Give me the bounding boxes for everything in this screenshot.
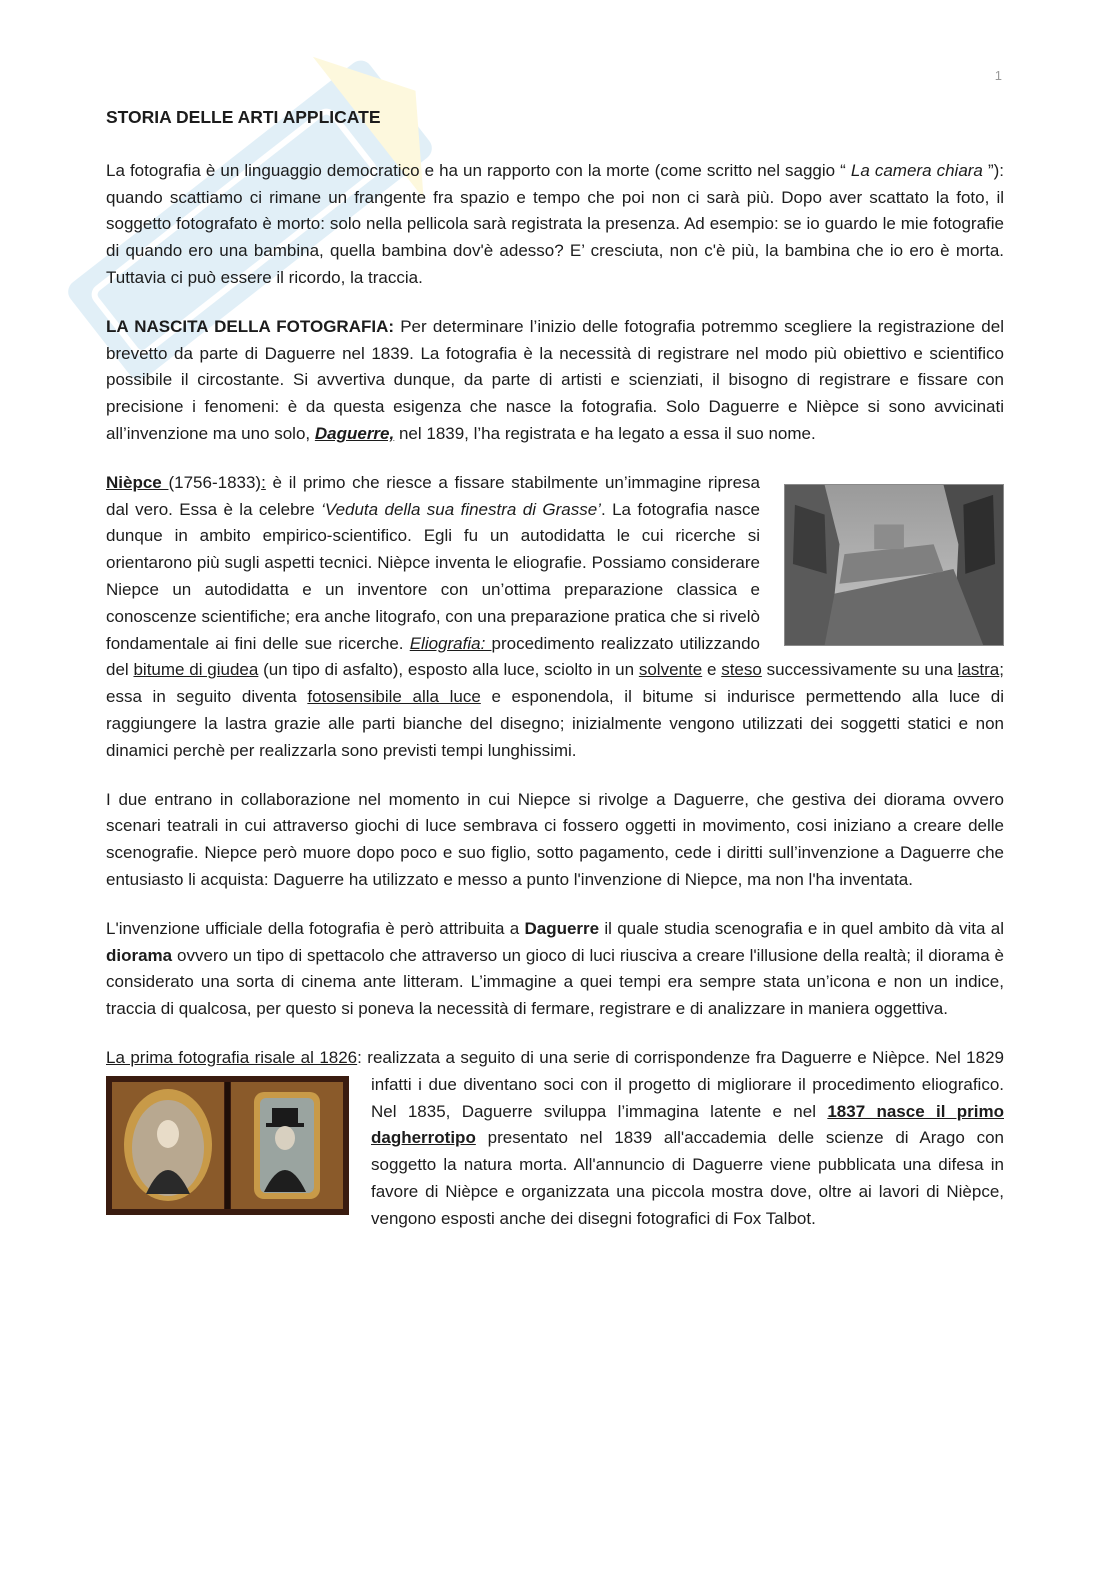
daguerre-bold: Daguerre <box>524 918 600 938</box>
paragraph-intro <box>106 158 1004 292</box>
text: e esponendola, il bitume si indurisce permettendo alla luce di raggiungere la lastra grazie alle parti bianche del disegno; inizialmente vengono utilizzati dei soggetti statici e non dinamici perchè per realizzarla sono previsti tempi lunghissimi. <box>106 687 1005 760</box>
paragraph-nascita <box>106 314 1004 448</box>
eliografia-term: Eliografia: <box>409 633 492 653</box>
text: : realizzata a seguito di una serie di corrispondenze fra Daguerre e Nièpce. Nel 1829 infatti i due diventano soci con il progetto di migliorare il procedimento eliografico. Nel 1835, Daguerre sviluppa l’immagina latente e nel <box>357 1047 1004 1121</box>
text: è il primo che riesce a fissare stabilmente un’immagine ripresa dal vero. Essa è la celebre <box>106 472 760 519</box>
daguerreotype-case-image <box>106 1076 349 1215</box>
dates: (1756-1833) <box>168 472 262 492</box>
text: ; essa in seguito diventa <box>106 660 1004 707</box>
text: ”): quando scattiamo ci rimane un frangente fra spazio e tempo che poi non ci sarà più. Dopo aver scattato la foto, il soggetto fotografato è morto: solo nella pellicola sarà registrata la presenza. Ad esempio: se io guardo le mie fotografie di quando ero una bambina, quella bambina dov'è adesso? E’ cresciuta, non c'è più, la bambina che io ero è morta. Tuttavia ci può essere il ricordo, la traccia. <box>106 160 1004 287</box>
section-heading: LA NASCITA DELLA FOTOGRAFIA: <box>106 316 395 336</box>
prima-fotografia-term: La prima fotografia risale al 1826 <box>106 1047 358 1067</box>
fotosensibile-term: fotosensibile alla luce <box>307 687 481 707</box>
veduta-finestra-image <box>784 484 1004 646</box>
page-title: STORIA DELLE ARTI APPLICATE <box>106 107 381 127</box>
text: Per determinare l’inizio delle fotografia potremmo scegliere la registrazione del brevetto da parte di Daguerre nel 1839. La fotografia è la necessità di registrare nel modo più obiettivo e scientifico possibile il circostante. Si avvertiva dunque, da parte di artisti e scienziati, il bisogno di registrare e fissare con precisione i fenomeni: è da questa esigenza che nasce la fotografia. Solo Daguerre e Nièpce si sono avvicinati all’invenzione ma uno solo, <box>106 316 1004 443</box>
bitume-term: bitume di giudea <box>133 660 259 680</box>
text: e <box>702 660 722 680</box>
text: (un tipo di asfalto), esposto alla luce, sciolto in un <box>258 660 639 680</box>
text: il quale studia scenografia e in quel ambito dà vita al <box>599 918 1004 938</box>
page-number: 1 <box>994 68 1002 83</box>
paragraph-collaborazione: I due entrano in collaborazione nel momento in cui Niepce si rivolge a Daguerre, che gestiva dei diorama ovvero scenari teatrali in cui attraverso giochi di luce sembrava ci fossero oggetti in movimento, cosi iniziano a creare delle scenografie. Niepce però muore dopo poco e suo figlio, sotto pagamento, cede i diritti sull’invenzione a Daguerre che entusiasto li acquista: Daguerre ha utilizzato e messo a punto l'invenzione di Niepce, ma non l'ha inventata. <box>106 789 1004 889</box>
paragraph-invenzione <box>106 916 1004 1023</box>
text: La fotografia è un linguaggio democratico e ha un rapporto con la morte (come scritto nel saggio “ <box>106 160 851 180</box>
dagherrotipo-term: 1837 nasce il primo dagherrotipo <box>371 1101 1004 1148</box>
text: nel 1839, l’ha registrata e ha legato a essa il suo nome. <box>394 423 816 443</box>
daguerre-emphasis: Daguerre, <box>314 423 395 443</box>
book-title: La camera chiara <box>850 160 983 180</box>
paragraph-niepce <box>106 470 1004 765</box>
lastra-term: lastra <box>957 660 1000 680</box>
text: . La fotografia nasce dunque in ambito empirico-scientifico. Egli fu un autodidatta le cui ricerche si orientarono più sugli aspetti tecnici. Nièpce inventa le eliografie. Possiamo considerare Niepce un autodidatta e un inventore con un’ottima preparazione classica e conoscenze scientifiche; era anche litografo, con una preparazione pratica che si rivelò fondamentale ai fini delle sue ricerche. <box>106 499 761 653</box>
diorama-bold: diorama <box>106 945 173 965</box>
niepce-name: Nièpce <box>106 472 169 492</box>
steso-term: steso <box>721 660 762 680</box>
colon: : <box>261 472 266 492</box>
text: L'invenzione ufficiale della fotografia è però attribuita a <box>106 918 525 938</box>
veduta-title: ‘Veduta della sua finestra di Grasse’ <box>321 499 601 519</box>
text: successivamente su una <box>761 660 958 680</box>
text: presentato nel 1839 all'accademia delle scienze di Arago con soggetto la natura morta. All'annuncio di Daguerre viene pubblicata una difesa in favore di Nièpce e organizzata una piccola mostra dove, oltre ai lavori di Nièpce, vengono esposti anche dei disegni fotografici di Fox Talbot. <box>371 1128 1004 1228</box>
text: procedimento realizzato utilizzando del <box>106 633 760 680</box>
solvente-term: solvente <box>638 660 703 680</box>
text: ovvero un tipo di spettacolo che attraverso un gioco di luci riusciva a creare l'illusione della realtà; il diorama è considerato una sorta di cinema ante litteram. L’immagine a quei tempi era sempre stata un’icona e non un indice, traccia di qualcosa, per questo si poneva la necessità di fermare, registrare e di analizzare in maniera oggettiva. <box>106 945 1004 1019</box>
